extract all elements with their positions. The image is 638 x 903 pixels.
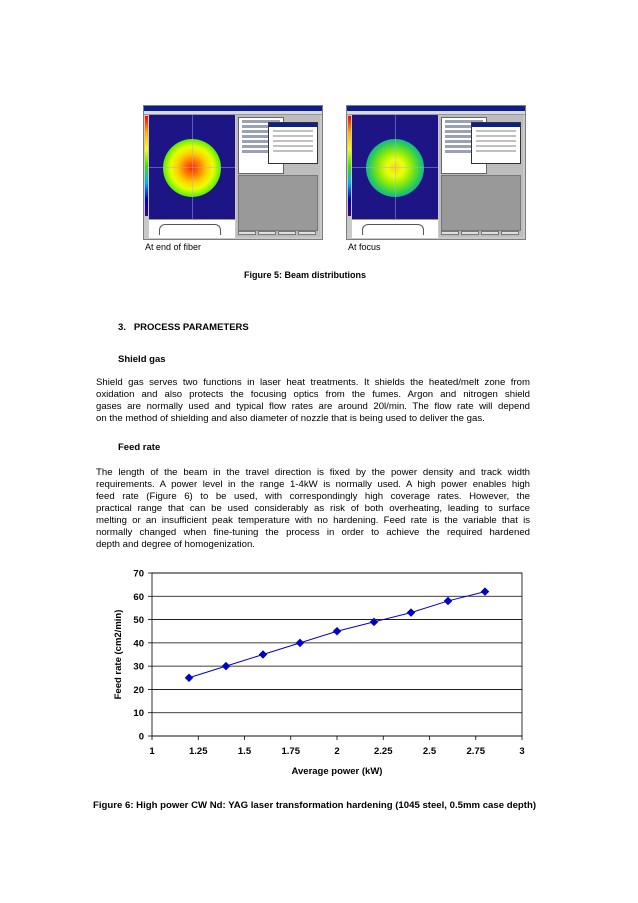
feed-rate-paragraph (96, 467, 530, 551)
profile-trace-panel (352, 219, 438, 238)
y-tick-label: 30 (133, 661, 144, 673)
paragraph-line: depth and degree of homogenization. (96, 539, 255, 550)
data-point-marker (259, 651, 267, 659)
data-point-marker (222, 662, 230, 670)
paragraph-line: feed rate (Figure 6) to be used, with correspondingly high coverage rates. However, the (96, 491, 530, 502)
paragraph-line: normally changed when fine-tuning the process in order to achieve the required hardened (96, 527, 530, 538)
settings-panel (236, 115, 320, 237)
paragraph-line: practical range that can be used considerably as risk of both overheating, leading to surface (96, 503, 530, 514)
caption-end-of-fiber: At end of fiber (145, 242, 202, 252)
chart-gridlines (152, 573, 522, 736)
plot-area-frame (152, 573, 522, 736)
shield-gas-heading: Shield gas (118, 354, 166, 365)
beam-profile-plot (149, 115, 235, 219)
profile-trace-panel (149, 219, 235, 238)
x-tick-label: 2 (334, 746, 340, 757)
section-heading: 3. PROCESS PARAMETERS (118, 322, 249, 333)
x-axis-label: Average power (kW) (291, 766, 383, 777)
paragraph-line: Shield gas serves two functions in laser heat treatments. It shields the heated/melt zone from (96, 377, 530, 388)
paragraph-line: The length of the beam in the travel direction is fixed by the power density and track width (96, 467, 530, 478)
paragraph-line: melting or an insufficient peak temperature with no hardening. Feed rate is the variable that is (96, 515, 530, 526)
x-tick-label: 1.25 (189, 746, 208, 757)
data-point-marker (407, 609, 415, 617)
color-scale-bar (348, 116, 351, 216)
x-tick-label: 2.75 (466, 746, 485, 757)
data-point-marker (481, 588, 489, 596)
caption-at-focus: At focus (348, 242, 381, 252)
feed-rate-chart (0, 560, 638, 790)
x-tick-label: 3 (519, 746, 525, 757)
paragraph-line: gases are normally used and typical flow rates are around 20l/min. The flow rate will depend (96, 401, 530, 412)
y-tick-label: 10 (133, 708, 144, 720)
beam-screenshot-at-focus (346, 105, 526, 240)
figure-5-caption: Figure 5: Beam distributions (244, 270, 367, 280)
shield-gas-paragraph (96, 377, 530, 425)
y-tick-label: 20 (133, 684, 144, 696)
y-tick-label: 40 (133, 638, 144, 650)
feed-rate-heading: Feed rate (118, 442, 161, 453)
y-axis-ticks (133, 569, 152, 743)
x-tick-label: 1 (149, 746, 155, 757)
paragraph-line: requirements. A power level in the range 1-4kW is normally used. A high power enables high (96, 479, 530, 490)
series-markers (185, 588, 489, 682)
y-tick-label: 0 (138, 731, 144, 743)
x-tick-label: 2.5 (422, 746, 437, 757)
beam-screenshot-end-of-fiber (143, 105, 323, 240)
x-tick-label: 1.5 (237, 746, 252, 757)
data-point-marker (185, 674, 193, 682)
data-point-marker (333, 627, 341, 635)
data-point-marker (296, 639, 304, 647)
beam-profile-plot (352, 115, 438, 219)
data-point-marker (444, 597, 452, 605)
figure-6-caption: Figure 6: High power CW Nd: YAG laser transformation hardening (1045 steel, 0.5mm case depth) (93, 800, 537, 811)
color-scale-bar (145, 116, 148, 216)
y-tick-label: 70 (133, 568, 144, 580)
x-axis-ticks (149, 736, 524, 757)
paragraph-line: on the method of shielding and also diameter of nozzle that is being used to deliver the gas. (96, 413, 485, 424)
settings-panel (439, 115, 523, 237)
y-tick-label: 60 (133, 591, 144, 603)
y-axis-label: Feed rate (cm2/min) (113, 609, 124, 700)
y-tick-label: 50 (133, 615, 144, 627)
x-tick-label: 2.25 (374, 746, 393, 757)
x-tick-label: 1.75 (281, 746, 300, 757)
paragraph-line: oxidation and also protects the focusing optics from the fumes. Argon and nitrogen shield (96, 389, 530, 400)
data-point-marker (370, 618, 378, 626)
